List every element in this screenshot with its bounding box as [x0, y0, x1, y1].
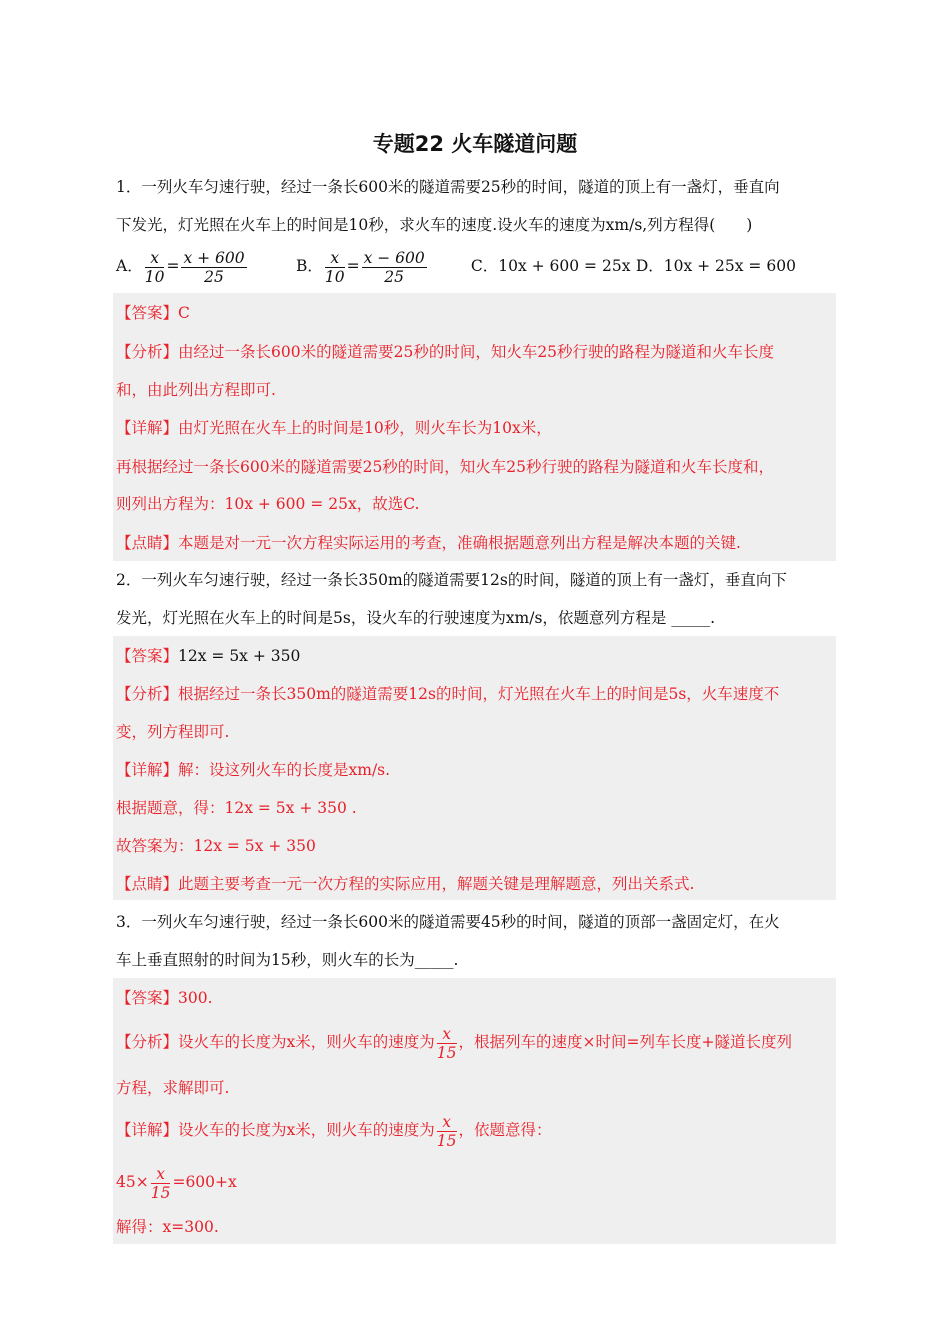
- q2-solution-box: [113, 636, 836, 900]
- fraction: $\frac{x}{15}$: [436, 1112, 457, 1150]
- q1-detail-1: 【详解】由灯光照在火车上的时间是10秒，则火车长为10x米，: [116, 419, 552, 437]
- q3-analysis-1: 【分析】设火车的长度为x米，则火车的速度为 $\frac{x}{15}$ ，根据列车的速度×时间=列车长度+隧道长度列: [116, 1024, 792, 1062]
- q2-analysis-2: 变，列方程即可.: [116, 723, 230, 741]
- q2-answer: 【答案】12x = 5x + 350: [116, 647, 301, 665]
- q1-solution-box: [113, 293, 836, 561]
- q3-detail-1: 【详解】设火车的长度为x米，则火车的速度为 $\frac{x}{15}$ ，依题意得：: [116, 1112, 552, 1150]
- q1-comment: 【点睛】本题是对一元一次方程实际运用的考查，准确根据题意列出方程是解决本题的关键.: [116, 534, 741, 552]
- q3-equation: 45× $\frac{x}{15}$ =600+x: [116, 1164, 237, 1202]
- q3-text-line-1: 3．一列火车匀速行驶，经过一条长600米的隧道需要45秒的时间，隧道的顶部一盏固定灯，在火: [116, 913, 780, 931]
- fraction: $\frac{x}{15}$: [150, 1164, 171, 1202]
- fraction: $\frac{x - 600}{25}$: [363, 248, 425, 286]
- q3-solution-box: [113, 978, 836, 1244]
- q3-solve: 解得：x=300.: [116, 1218, 219, 1236]
- q2-detail-3: 故答案为：12x = 5x + 350: [116, 837, 316, 855]
- fraction: $\frac{x}{15}$: [436, 1024, 457, 1062]
- q2-detail-2: 根据题意，得：12x = 5x + 350 .: [116, 799, 357, 817]
- q3-analysis-2: 方程，求解即可.: [116, 1079, 230, 1097]
- q1-option-c: C．10x + 600 = 25x: [470, 257, 631, 275]
- q1-option-b: B． $\frac{x}{10}$ = $\frac{x - 600}{25}$: [295, 248, 425, 286]
- q1-analysis-1: 【分析】由经过一条长600米的隧道需要25秒的时间，知火车25秒行驶的路程为隧道和火车长度: [116, 343, 775, 361]
- q1-option-a: A． $\frac{x}{10}$ = $\frac{x + 600}{25}$: [116, 248, 245, 286]
- q1-option-d: D．10x + 25x = 600: [635, 257, 796, 275]
- q2-comment: 【点睛】此题主要考查一元一次方程的实际应用，解题关键是理解题意，列出关系式.: [116, 875, 695, 893]
- q2-detail-1: 【详解】解：设这列火车的长度是xm/s.: [116, 761, 391, 779]
- q1-options: [116, 246, 838, 286]
- q2-text-line-1: 2．一列火车匀速行驶，经过一条长350m的隧道需要12s的时间，隧道的顶上有一盏灯，垂直向下: [116, 571, 787, 589]
- q1-detail-3: 则列出方程为：10x + 600 = 25x，故选C.: [116, 495, 420, 513]
- q2-text-line-2: 发光，灯光照在火车上的时间是5s，设火车的行驶速度为xm/s，依题意列方程是 _____.: [116, 609, 716, 627]
- q1-text-line-1: 1．一列火车匀速行驶，经过一条长600米的隧道需要25秒的时间，隧道的顶上有一盏灯，垂直向: [116, 178, 780, 196]
- q1-answer: 【答案】C: [116, 304, 190, 322]
- fraction: $\frac{x}{10}$: [324, 248, 345, 286]
- q3-answer: 【答案】300.: [116, 989, 213, 1007]
- q1-analysis-2: 和，由此列出方程即可.: [116, 381, 276, 399]
- q1-detail-2: 再根据经过一条长600米的隧道需要25秒的时间，知火车25秒行驶的路程为隧道和火车长度和，: [116, 458, 775, 476]
- fraction: $\frac{x + 600}{25}$: [183, 248, 245, 286]
- q1-text-line-2: 下发光，灯光照在火车上的时间是10秒，求火车的速度.设火车的速度为xm/s,列方程得( ): [116, 216, 753, 234]
- q2-analysis-1: 【分析】根据经过一条长350m的隧道需要12s的时间，灯光照在火车上的时间是5s，火车速度不: [116, 685, 780, 703]
- fraction: $\frac{x}{10}$: [144, 248, 165, 286]
- page-title: 专题22 火车隧道问题: [372, 132, 578, 156]
- q3-text-line-2: 车上垂直照射的时间为15秒，则火车的长为_____.: [116, 951, 459, 969]
